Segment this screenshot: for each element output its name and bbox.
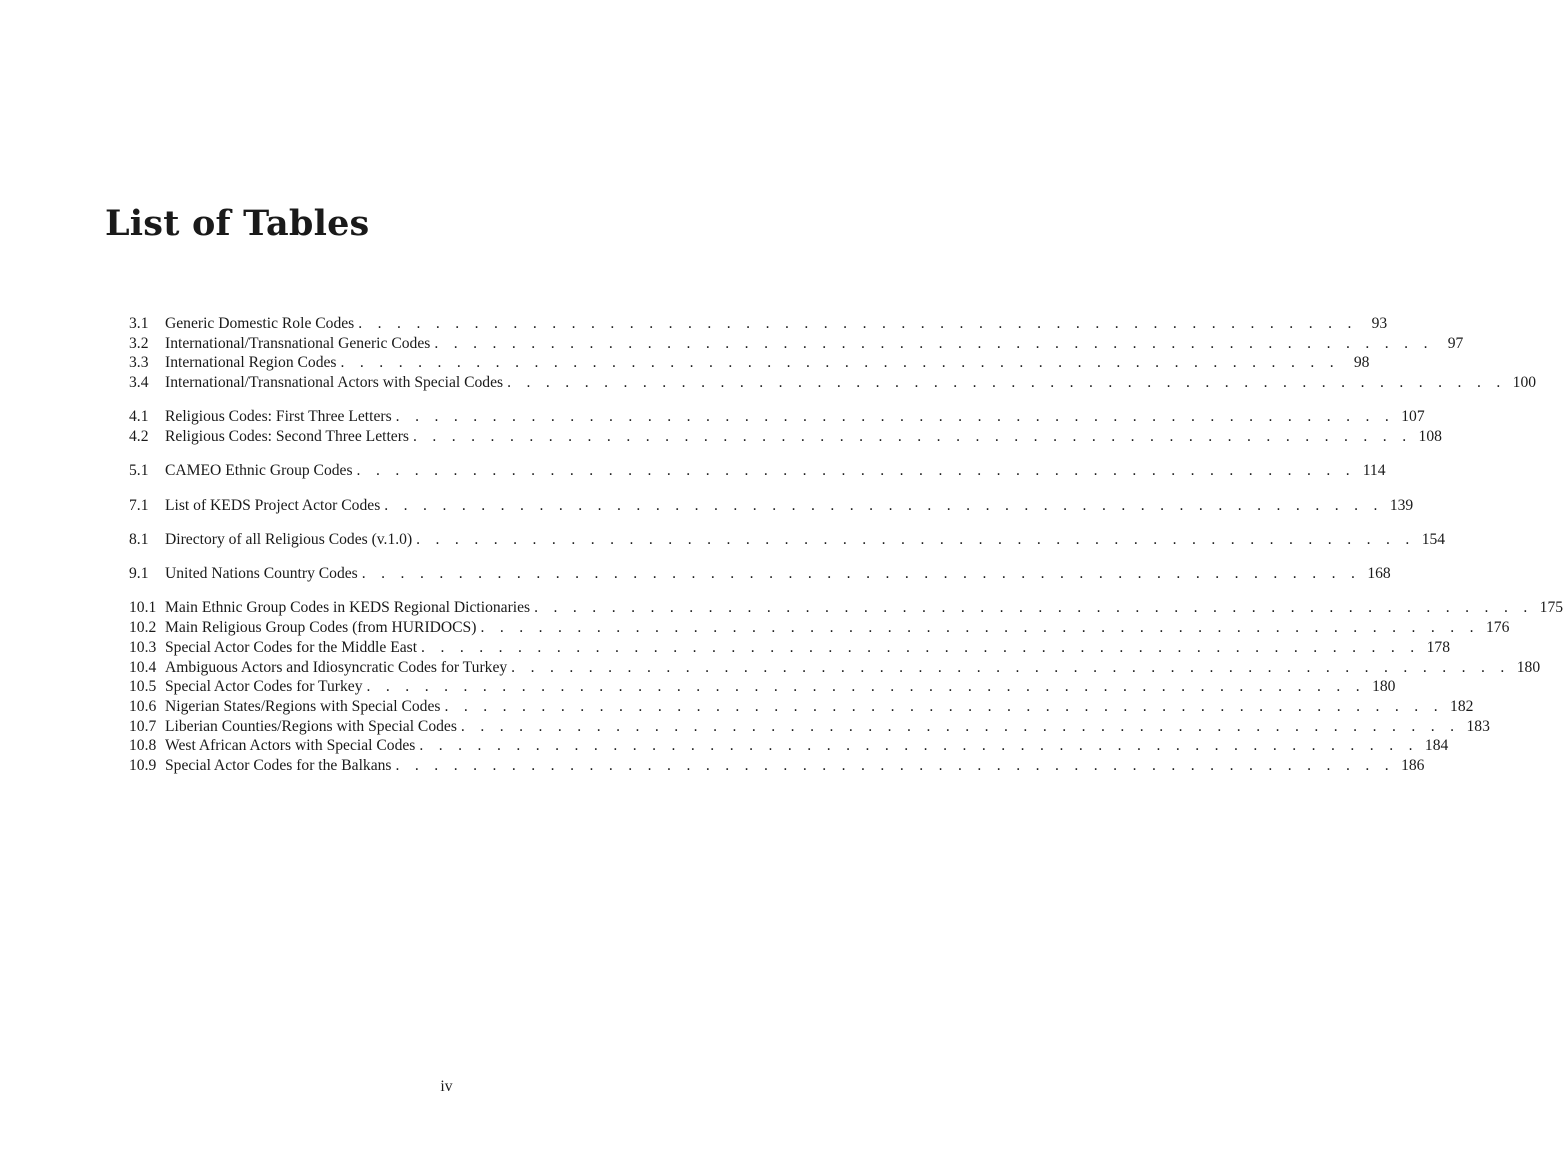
- toc-entry-number: 10.6: [129, 697, 157, 715]
- toc-entry-title: United Nations Country Codes: [165, 565, 358, 583]
- toc-entry-title: CAMEO Ethnic Group Codes: [165, 462, 353, 480]
- toc-group-chapter-10: [129, 598, 1563, 775]
- toc-entry-number: 4.1: [129, 408, 149, 426]
- toc-entry-number: 10.9: [129, 756, 157, 774]
- toc-leader-dots: . . . . . . . . . . . . . . . . . . . . . . . . . . . . . . . . . . . . . . . . . . . . . . . . . . . .: [460, 717, 1460, 735]
- toc-entry[interactable]: [129, 638, 1450, 658]
- toc-entry-page: 176: [1486, 619, 1510, 637]
- toc-entry-page: 154: [1421, 530, 1446, 548]
- toc-entry-page: 182: [1450, 697, 1474, 715]
- toc-leader-dots: . . . . . . . . . . . . . . . . . . . . . . . . . . . . . . . . . . . . . . . . . . . . . . . . . . . .: [395, 408, 1395, 426]
- toc-leader-dots: . . . . . . . . . . . . . . . . . . . . . . . . . . . . . . . . . . . . . . . . . . . . . . . . . . . .: [361, 565, 1361, 583]
- toc-entry-number: 10.3: [129, 638, 157, 656]
- toc-entry-title: Main Ethnic Group Codes in KEDS Regional Dictionaries: [165, 599, 531, 617]
- toc-leader-dots: . . . . . . . . . . . . . . . . . . . . . . . . . . . . . . . . . . . . . . . . . . . . . . . . . . . .: [444, 697, 1444, 715]
- toc-entry-page: 184: [1424, 737, 1449, 755]
- toc-entry-page: 168: [1367, 565, 1391, 583]
- toc-leader-dots: . . . . . . . . . . . . . . . . . . . . . . . . . . . . . . . . . . . . . . . . . . . . . . . . . . . .: [340, 354, 1340, 372]
- toc-entry-page: 178: [1426, 638, 1450, 656]
- toc-entry[interactable]: [129, 461, 1386, 481]
- toc-entry-number: 10.5: [129, 678, 157, 696]
- toc-leader-dots: . . . . . . . . . . . . . . . . . . . . . . . . . . . . . . . . . . . . . . . . . . . . . . . . . . . .: [511, 658, 1511, 676]
- toc-entry[interactable]: [129, 427, 1442, 447]
- toc-entry-page: 180: [1516, 658, 1541, 676]
- toc-entry-number: 5.1: [129, 462, 149, 480]
- toc-entry[interactable]: [129, 618, 1510, 638]
- toc-entry[interactable]: [129, 353, 1370, 373]
- toc-entry-number: 4.2: [129, 428, 149, 446]
- toc-leader-dots: . . . . . . . . . . . . . . . . . . . . . . . . . . . . . . . . . . . . . . . . . . . . . . . . . . . .: [534, 599, 1534, 617]
- toc-entry-page: 100: [1512, 374, 1537, 392]
- toc-entry-page: 98: [1353, 354, 1370, 372]
- toc-entry-number: 3.3: [129, 354, 149, 372]
- toc-entry-page: 107: [1401, 408, 1425, 426]
- toc-entry[interactable]: [129, 677, 1396, 697]
- toc-entry-title: Special Actor Codes for Turkey: [165, 678, 363, 696]
- toc-entry-number: 3.2: [129, 334, 149, 352]
- toc-entry[interactable]: [129, 496, 1414, 516]
- toc-group-chapter-7: [129, 496, 1414, 516]
- toc-entry-page: 114: [1362, 462, 1386, 480]
- toc-entry-title: Nigerian States/Regions with Special Codes: [165, 697, 441, 715]
- toc-entry-title: Generic Domestic Role Codes: [165, 315, 355, 332]
- toc-leader-dots: . . . . . . . . . . . . . . . . . . . . . . . . . . . . . . . . . . . . . . . . . . . . . . . . . . . .: [366, 678, 1366, 696]
- toc-group-chapter-9: [129, 564, 1391, 584]
- toc-entry-title: International/Transnational Actors with Special Codes: [165, 374, 504, 392]
- toc-entry-number: 9.1: [129, 565, 149, 583]
- toc-entry-title: Special Actor Codes for the Balkans: [165, 756, 392, 774]
- toc-entry[interactable]: [129, 756, 1425, 776]
- toc-entry-page: 183: [1466, 717, 1490, 735]
- toc-entry-page: 93: [1371, 315, 1388, 332]
- toc-entry[interactable]: [129, 736, 1449, 756]
- toc-entry-number: 10.4: [129, 658, 157, 676]
- toc-entry-number: 8.1: [129, 530, 149, 548]
- toc-group-chapter-3: [129, 314, 1537, 393]
- toc-entry-number: 10.2: [129, 619, 157, 637]
- toc-leader-dots: . . . . . . . . . . . . . . . . . . . . . . . . . . . . . . . . . . . . . . . . . . . . . . . . . . . .: [358, 315, 1358, 332]
- toc-entry-title: International Region Codes: [165, 354, 337, 372]
- toc-entry-title: International/Transnational Generic Codes: [165, 334, 431, 352]
- toc-entry-page: 186: [1401, 756, 1425, 774]
- toc-entry-title: Directory of all Religious Codes (v.1.0): [165, 530, 413, 548]
- toc-entry[interactable]: [129, 407, 1425, 427]
- toc-entry-page: 180: [1372, 678, 1396, 696]
- toc-entry-title: Liberian Counties/Regions with Special Codes: [165, 717, 457, 735]
- toc-group-chapter-8: [129, 530, 1446, 550]
- toc-entry[interactable]: [129, 314, 1388, 334]
- toc-entry-page: 108: [1418, 428, 1442, 446]
- toc-entry-title: Religious Codes: Second Three Letters: [165, 428, 409, 446]
- toc-group-chapter-4: [129, 407, 1442, 446]
- toc-entry-number: 10.1: [129, 599, 157, 617]
- toc-entry-number: 7.1: [129, 496, 149, 514]
- toc-entry[interactable]: [129, 697, 1474, 717]
- toc-entry[interactable]: [129, 334, 1464, 354]
- toc-entry-title: Ambiguous Actors and Idiosyncratic Codes for Turkey: [165, 658, 508, 676]
- toc-leader-dots: . . . . . . . . . . . . . . . . . . . . . . . . . . . . . . . . . . . . . . . . . . . . . . . . . . . .: [507, 374, 1507, 392]
- toc-leader-dots: . . . . . . . . . . . . . . . . . . . . . . . . . . . . . . . . . . . . . . . . . . . . . . . . . . . .: [480, 619, 1480, 637]
- toc-entry[interactable]: [129, 564, 1391, 584]
- toc-leader-dots: . . . . . . . . . . . . . . . . . . . . . . . . . . . . . . . . . . . . . . . . . . . . . . . . . . . .: [412, 428, 1412, 446]
- toc-entry-number: 3.1: [129, 315, 149, 332]
- toc-leader-dots: . . . . . . . . . . . . . . . . . . . . . . . . . . . . . . . . . . . . . . . . . . . . . . . . . . . .: [395, 756, 1395, 774]
- toc-entry-title: Religious Codes: First Three Letters: [165, 408, 392, 426]
- toc-group-chapter-5: [129, 461, 1386, 481]
- toc-entry-page: 97: [1447, 334, 1464, 352]
- toc-entry-title: West African Actors with Special Codes: [165, 737, 416, 755]
- toc-entry[interactable]: [129, 658, 1541, 678]
- toc-entry-title: List of KEDS Project Actor Codes: [165, 496, 381, 514]
- toc-entry-title: Special Actor Codes for the Middle East: [165, 638, 418, 656]
- toc-entry[interactable]: [129, 530, 1446, 550]
- list-of-tables: [129, 314, 1563, 790]
- toc-leader-dots: . . . . . . . . . . . . . . . . . . . . . . . . . . . . . . . . . . . . . . . . . . . . . . . . . . . .: [434, 334, 1434, 352]
- toc-leader-dots: . . . . . . . . . . . . . . . . . . . . . . . . . . . . . . . . . . . . . . . . . . . . . . . . . . . .: [416, 530, 1416, 548]
- toc-entry[interactable]: [129, 373, 1537, 393]
- toc-entry[interactable]: [129, 598, 1563, 618]
- toc-entry-title: Main Religious Group Codes (from HURIDOCS): [165, 619, 477, 637]
- toc-entry-number: 10.7: [129, 717, 157, 735]
- toc-entry-page: 139: [1389, 496, 1414, 514]
- toc-entry-number: 3.4: [129, 374, 149, 392]
- toc-leader-dots: . . . . . . . . . . . . . . . . . . . . . . . . . . . . . . . . . . . . . . . . . . . . . . . . . . . .: [419, 737, 1419, 755]
- toc-leader-dots: . . . . . . . . . . . . . . . . . . . . . . . . . . . . . . . . . . . . . . . . . . . . . . . . . . . .: [356, 462, 1356, 480]
- toc-leader-dots: . . . . . . . . . . . . . . . . . . . . . . . . . . . . . . . . . . . . . . . . . . . . . . . . . . . .: [384, 496, 1384, 514]
- page-title: List of Tables: [105, 203, 370, 244]
- toc-leader-dots: . . . . . . . . . . . . . . . . . . . . . . . . . . . . . . . . . . . . . . . . . . . . . . . . . . . .: [421, 638, 1420, 656]
- page-number: iv: [440, 1078, 453, 1095]
- toc-entry-number: 10.8: [129, 737, 157, 755]
- toc-entry-page: 175: [1539, 599, 1563, 617]
- toc-entry[interactable]: [129, 717, 1490, 737]
